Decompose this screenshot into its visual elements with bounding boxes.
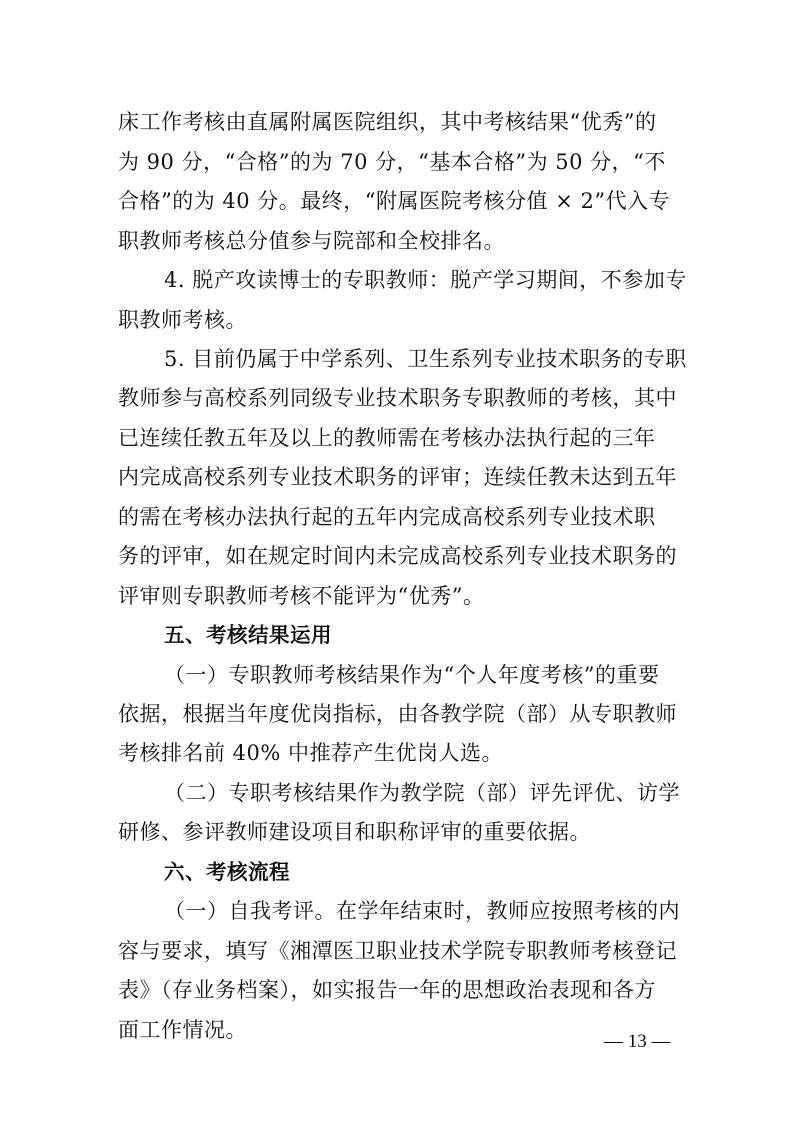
paragraph-line: 为 90 分，“合格”的为 70 分，“基本合格”为 50 分，“不 [118,150,666,174]
paragraph-line: （一）专职教师考核结果作为“个人年度考核”的重要 [164,663,660,687]
paragraph-line: 5. 目前仍属于中学系列、卫生系列专业技术职务的专职 [164,347,687,371]
paragraph-line: 职教师考核总分值参与院部和全校排名。 [118,229,505,253]
paragraph-line: 教师参与高校系列同级专业技术职务专职教师的考核，其中 [118,386,677,410]
paragraph-line: 的需在考核办法执行起的五年内完成高校系列专业技术职 [118,505,656,529]
paragraph-line: 评审则专职教师考核不能评为“优秀”。 [118,584,485,608]
paragraph-line: 表》（存业务档案），如实报告一年的思想政治表现和各方 [118,978,656,1002]
paragraph-line: 4. 脱产攻读博士的专职教师：脱产学习期间，不参加专 [164,268,687,292]
section-heading: 六、考核流程 [164,860,290,884]
paragraph-line: 床工作考核由直属附属医院组织，其中考核结果“优秀”的 [118,110,657,134]
paragraph-line: 容与要求，填写《湘潭医卫职业技术学院专职教师考核登记 [118,939,677,963]
paragraph-line: 职教师考核。 [118,308,247,332]
paragraph-line: 合格”的为 40 分。最终，“附属医院考核分值 × 2”代入专 [118,189,671,213]
paragraph-line: （一）自我考评。在学年结束时，教师应按照考核的内 [164,899,680,923]
page-number: — 13 — [604,1031,671,1052]
paragraph-line: 已连续任教五年及以上的教师需在考核办法执行起的三年 [118,426,656,450]
paragraph-line: 面工作情况。 [118,1018,247,1042]
paragraph-line: 研修、参评教师建设项目和职称评审的重要依据。 [118,820,591,844]
paragraph-line: 内完成高校系列专业技术职务的评审；连续任教未达到五年 [118,465,677,489]
paragraph-line: （二）专职考核结果作为教学院（部）评先评优、访学 [164,781,680,805]
paragraph-line: 考核排名前 40% 中推荐产生优岗人选。 [118,741,504,765]
paragraph-line: 依据，根据当年度优岗指标，由各教学院（部）从专职教师 [118,702,677,726]
section-heading: 五、考核结果运用 [164,623,332,647]
paragraph-line: 务的评审，如在规定时间内未完成高校系列专业技术职务的 [118,544,677,568]
